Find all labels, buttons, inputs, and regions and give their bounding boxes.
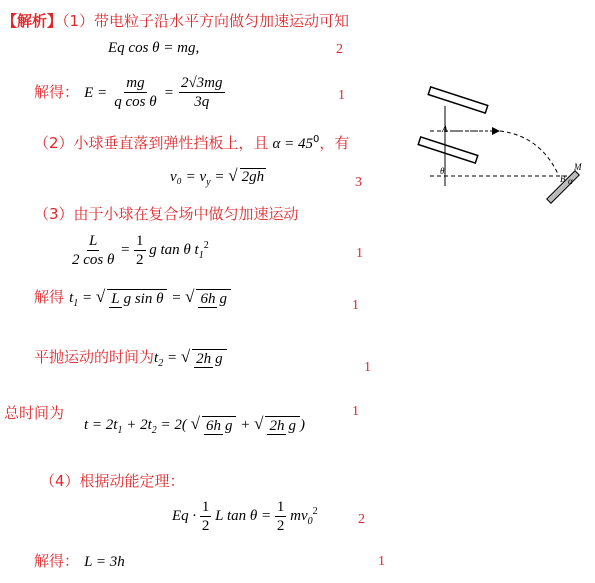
score-3: 3 [355, 175, 362, 190]
part2-row [34, 132, 349, 153]
equation-7: $t = 2t_1 + 2t_2 = 2$( √ 6h g + √ 2h g ) [84, 414, 305, 436]
solve-label-3: 解得： [34, 552, 80, 570]
solve-label-2: 解得 [34, 288, 65, 306]
eq2-fraction-2: $\frac{2√3mg}{3q}$ [180, 75, 223, 110]
alpha-value: α = 45 [272, 136, 314, 152]
part3-text: （3）由于小球在复合场中做匀加速运动 [34, 205, 299, 223]
part2-end: ，有 [319, 134, 350, 152]
part1-text: （1）带电粒子沿水平方向做匀加速运动可知 [62, 12, 350, 30]
flat-throw-label: 平抛运动的时间为 [34, 348, 155, 366]
score-6: 1 [364, 360, 371, 375]
score-7: 1 [352, 404, 359, 419]
eq3-radicand: 2gh [241, 169, 265, 185]
equation-1: Eq cos θ = mg, [108, 40, 200, 56]
physics-diagram [410, 86, 595, 206]
equation-6-row: 平抛运动的时间为$t_2$ = √ 2h g [34, 346, 227, 369]
eq2-fraction-1: $\frac{mg}{\text{q cos θ}}$ [114, 75, 157, 110]
score-9: 1 [378, 554, 385, 569]
equation-3: $v_0 = v_y$ = √ 2gh [170, 166, 265, 188]
score-5: 1 [352, 298, 359, 313]
total-time-label: 总时间为 [4, 404, 65, 422]
arrow-head-icon [492, 127, 500, 135]
equation-2-row: 解得： E = $\frac{mg}{\text{q cos θ}}$ = $\frac{2√3mg}{3q}$ [34, 75, 223, 110]
lower-plate [418, 137, 478, 163]
trajectory-path [500, 131, 558, 174]
label-a: A [442, 124, 448, 134]
label-m: M [574, 162, 582, 172]
eq9: L = 3h [84, 554, 125, 570]
equation-9-row [34, 550, 125, 571]
degree-sup: 0 [313, 134, 320, 145]
score-1: 2 [336, 42, 343, 57]
score-2: 1 [338, 88, 345, 103]
label-alpha: α [568, 176, 573, 186]
part2-text: （2）小球垂直落到弹性挡板上，且 [34, 134, 269, 152]
score-8: 2 [358, 512, 365, 527]
label-b: B [560, 174, 566, 184]
equation-8: Eq · $\frac{1}{2}$ L tan θ = $\frac{1}{2}$ $mv_0^2$ [172, 499, 318, 534]
part4-text: （4）根据动能定理： [40, 472, 185, 490]
header-bracket: 【解析】 [2, 12, 63, 30]
score-4: 1 [356, 246, 363, 261]
label-theta: θ [440, 166, 445, 176]
equation-5-row: 解得 $t_1$ = √ L g sin θ = √ 6h g [34, 286, 231, 309]
upper-plate [428, 87, 488, 113]
eq2-lhs: E = [84, 85, 108, 101]
equation-4: $\frac{L}{\text{2 cos θ}}$ = $\frac{1}{2}$ g tan θ $t_1^2$ [72, 233, 209, 268]
solution-header [2, 10, 349, 31]
solve-label-1: 解得： [34, 83, 80, 101]
